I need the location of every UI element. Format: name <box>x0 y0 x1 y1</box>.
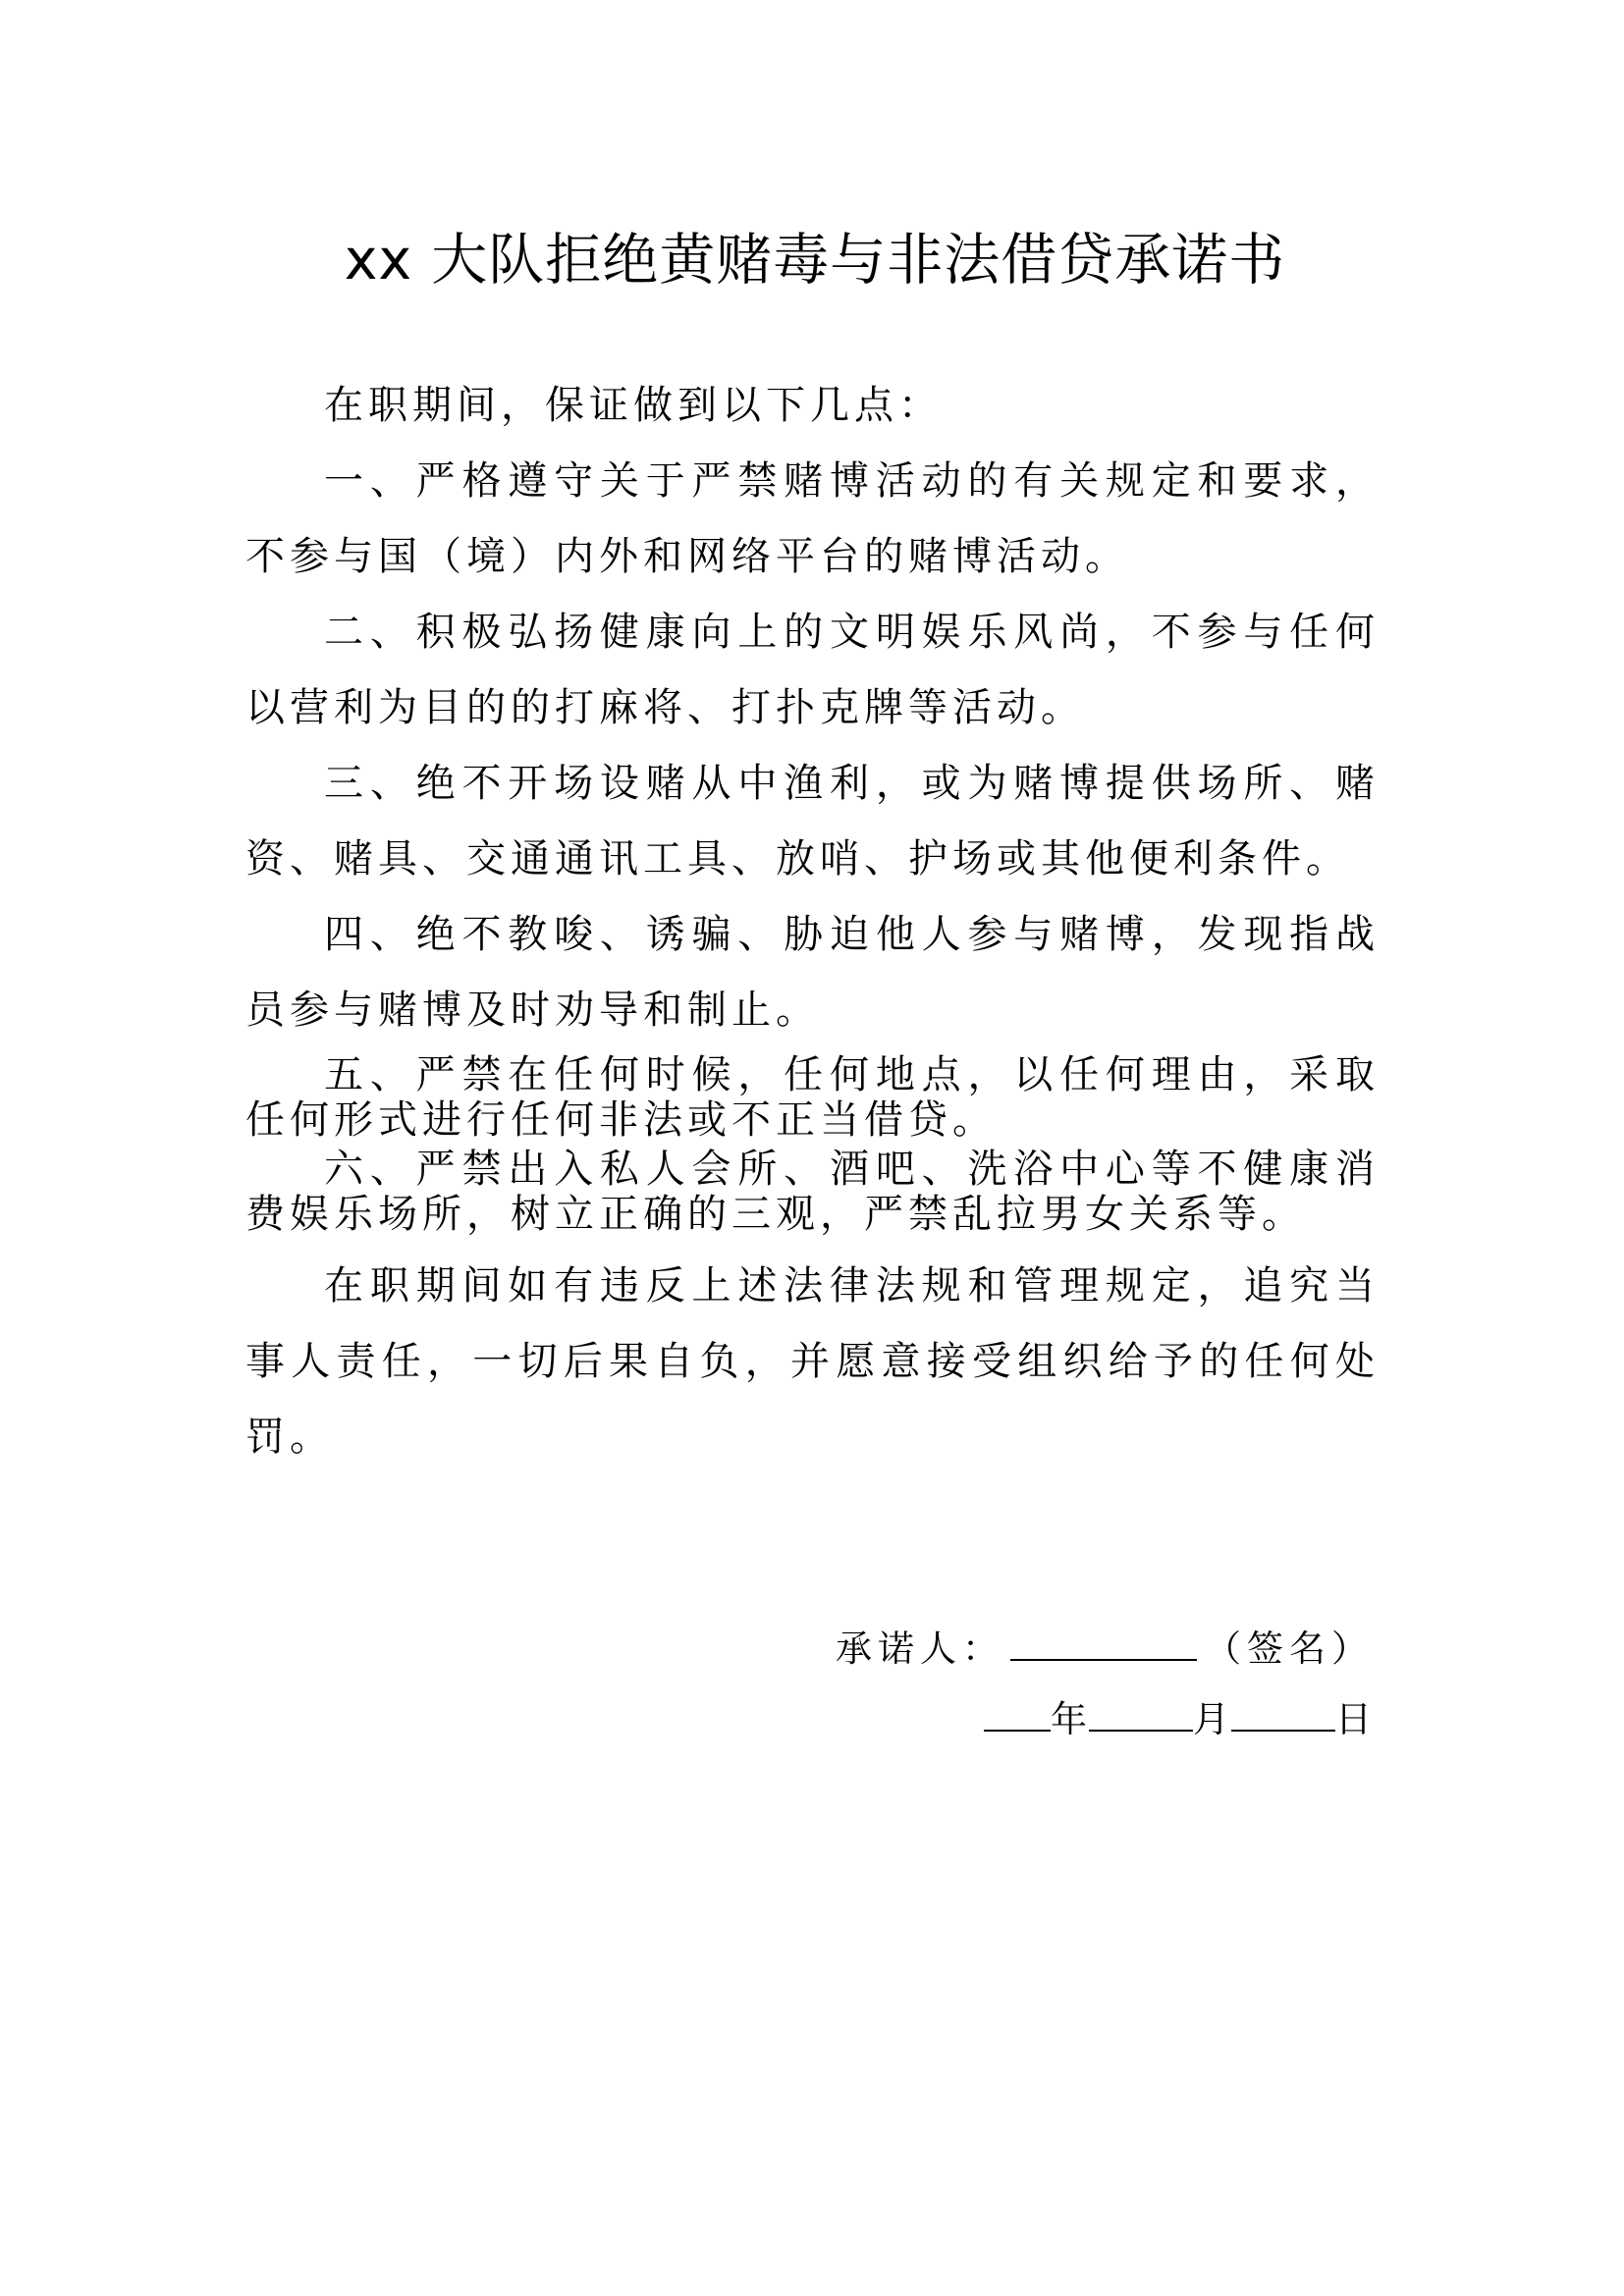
item-5-paragraph: 五、严禁在任何时候，任何地点，以任何理由，采取任何形式进行任何非法或不正当借贷。 <box>245 1052 1380 1143</box>
item-6-paragraph: 六、严禁出入私人会所、酒吧、洗浴中心等不健康消费娱乐场所，树立正确的三观，严禁乱拉男女关系等。 <box>245 1147 1380 1237</box>
date-line <box>984 1690 1374 1749</box>
document-body <box>245 368 1380 1475</box>
day-label: 日 <box>1335 1698 1374 1740</box>
item-4-paragraph: 四、绝不教唆、诱骗、胁迫他人参与赌博，发现指战员参与赌博及时劝导和制止。 <box>245 912 1380 1033</box>
signer-label: 承诺人： <box>836 1628 1004 1670</box>
item-2-paragraph: 二、积极弘扬健康向上的文明娱乐风尚，不参与任何以营利为目的的打麻将、打扑克牌等活动。 <box>245 610 1380 730</box>
intro-paragraph: 在职期间，保证做到以下几点： <box>324 383 943 428</box>
signature-blank <box>1010 1626 1197 1661</box>
item-1-paragraph: 一、严格遵守关于严禁赌博活动的有关规定和要求，不参与国（境）内外和网络平台的赌博活动。 <box>245 458 1380 579</box>
day-blank <box>1231 1696 1335 1732</box>
year-label: 年 <box>1051 1698 1089 1740</box>
document-title: xx 大队拒绝黄赌毒与非法借贷承诺书 <box>344 228 1286 293</box>
signature-line <box>836 1620 1374 1679</box>
month-blank <box>1089 1696 1193 1732</box>
month-label: 月 <box>1193 1698 1231 1740</box>
year-blank <box>984 1696 1051 1732</box>
closing-paragraph: 在职期间如有违反上述法律法规和管理规定，追究当事人责任，一切后果自负，并愿意接受组织给予的任何处罚。 <box>245 1263 1380 1460</box>
signature-suffix: （签名） <box>1205 1628 1374 1670</box>
item-3-paragraph: 三、绝不开场设赌从中渔利，或为赌博提供场所、赌资、赌具、交通通讯工具、放哨、护场或其他便利条件。 <box>245 761 1380 881</box>
